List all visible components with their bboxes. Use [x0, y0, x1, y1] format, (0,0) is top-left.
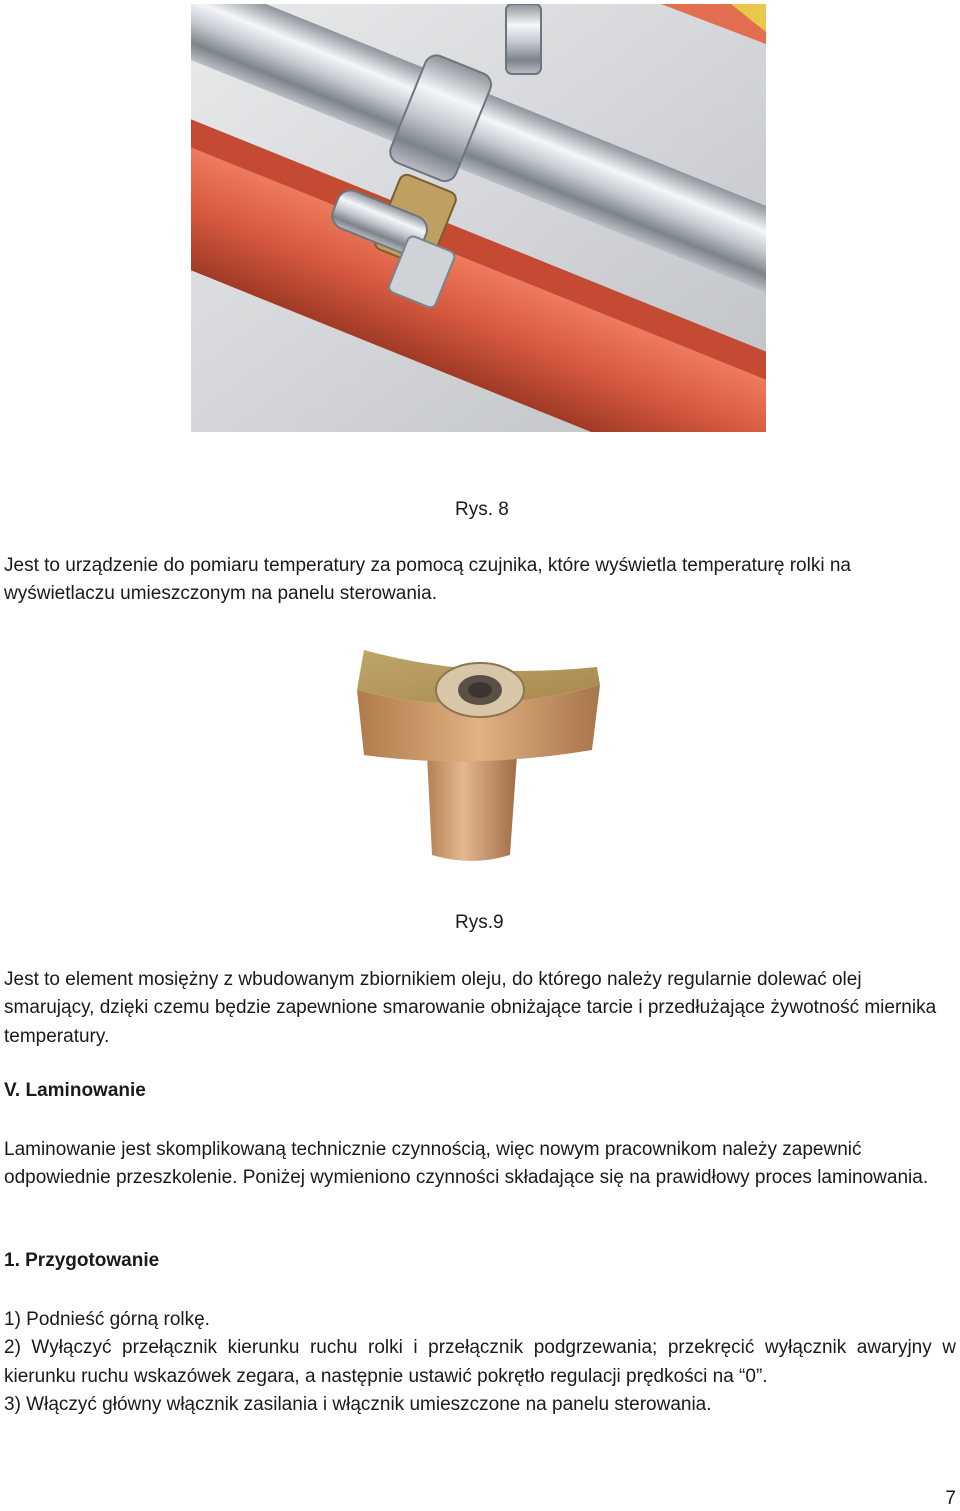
figure-9-photo	[352, 645, 607, 870]
paragraph-laminowanie-intro: Laminowanie jest skomplikowaną technicznie czynnością, więc nowym pracownikom należy zapewnić odpowiednie przeszkolenie. Poniżej wymieniono czynności składające się na prawidłowy proces laminowania.	[4, 1139, 929, 1189]
figure-8-caption: Rys. 8	[455, 499, 509, 520]
step-2: 2) Wyłączyć przełącznik kierunku ruchu rolki i przełącznik podgrzewania; przekręcić wyłącznik awaryjny w kierunku ruchu wskazówek zegara, a następnie ustawić pokrętło regulacji prędkości na “0”.	[4, 1337, 956, 1387]
subsection-heading-przygotowanie: 1. Przygotowanie	[4, 1250, 160, 1271]
paragraph-brass-element-description: Jest to element mosiężny z wbudowanym zbiornikiem oleju, do którego należy regularnie dolewać olej smarujący, dzięki czemu będzie zapewnione smarowanie obniżające tarcie i przedłużające żywotność miernika temperatury.	[4, 969, 937, 1047]
figure-8-photo	[191, 4, 766, 432]
page-number: 7	[945, 1488, 956, 1509]
preparation-steps-list	[4, 1306, 956, 1420]
step-3: 3) Włączyć główny włącznik zasilania i włącznik umieszczone na panelu sterowania.	[4, 1394, 712, 1416]
figure-9-caption: Rys.9	[455, 912, 504, 933]
section-heading-laminowanie: V. Laminowanie	[4, 1080, 146, 1101]
step-1: 1) Podnieść górną rolkę.	[4, 1309, 210, 1330]
paragraph-sensor-description: Jest to urządzenie do pomiaru temperatury za pomocą czujnika, które wyświetla temperaturę rolki na wyświetlaczu umieszczonym na panelu sterowania.	[4, 555, 851, 605]
